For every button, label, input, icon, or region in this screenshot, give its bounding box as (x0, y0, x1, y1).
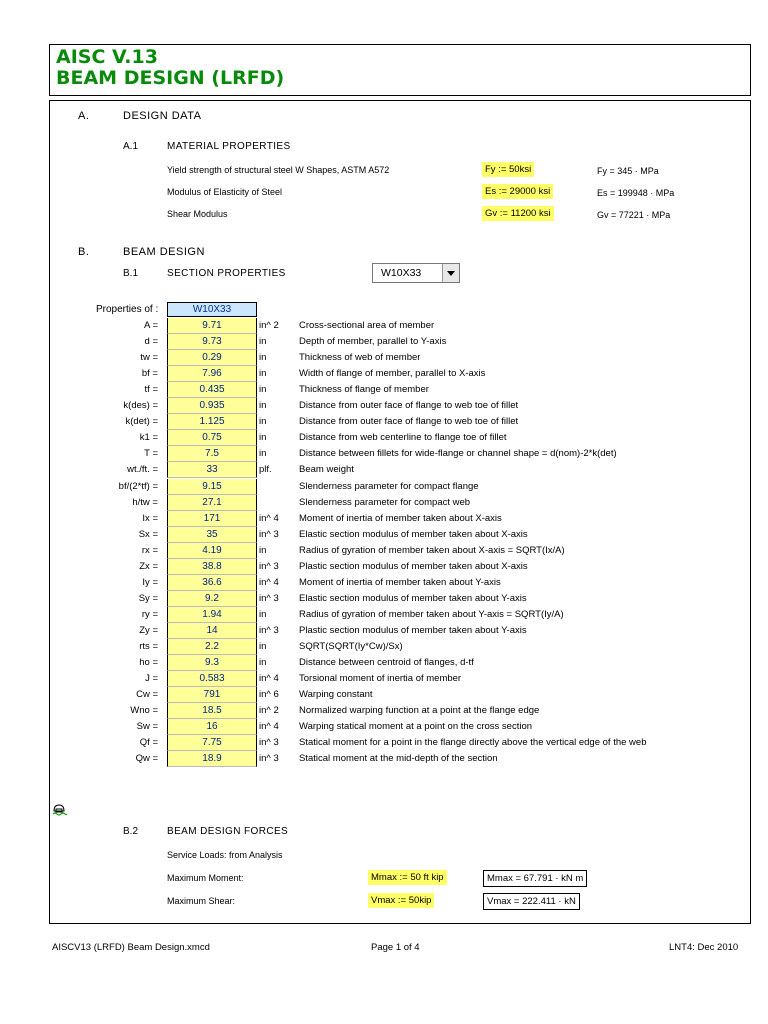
property-symbol: Qf = (139, 737, 158, 749)
max-shear-input[interactable]: Vmax := 50kip (368, 893, 434, 908)
property-unit: in^ 4 (259, 721, 279, 733)
max-moment-label: Maximum Moment: (167, 873, 244, 883)
property-symbol: Zx = (139, 560, 158, 572)
page-title: AISC V.13 (56, 46, 158, 68)
property-description: Cross-sectional area of member (299, 320, 435, 331)
yield-strength-input[interactable]: Fy := 50ksi (482, 162, 534, 177)
property-value[interactable]: 38.8 (167, 559, 257, 575)
property-value[interactable]: 16 (167, 719, 257, 735)
section-a-letter: A. (78, 110, 90, 122)
property-symbol: tf = (144, 384, 158, 396)
property-row (60, 446, 760, 462)
property-symbol: rx = (141, 544, 158, 556)
property-unit: in (259, 432, 267, 444)
property-value[interactable]: 0.29 (167, 350, 257, 366)
chevron-down-icon (447, 271, 455, 276)
property-row (60, 318, 760, 334)
subsection-b1-number: B.1 (123, 268, 139, 279)
property-unit: in (259, 544, 267, 556)
material-label-shear: Shear Modulus (167, 209, 228, 219)
yield-strength-result: Fy = 345 · MPa (597, 166, 659, 176)
subsection-b2-number: B.2 (123, 826, 139, 837)
property-row (60, 543, 760, 559)
property-description: Radius of gyration of member taken about X-axis = SQRT(Ix/A) (299, 544, 565, 556)
property-unit: in^ 3 (259, 753, 279, 765)
property-symbol: Sx = (138, 528, 158, 540)
property-row (60, 462, 760, 478)
property-unit: in (259, 368, 267, 380)
property-description: Elastic section modulus of member taken about X-axis (299, 528, 528, 540)
property-row (60, 334, 760, 350)
property-symbol: bf = (141, 368, 158, 380)
property-value[interactable]: 18.5 (167, 703, 257, 719)
property-value[interactable]: 0.75 (167, 430, 257, 446)
property-row (60, 719, 760, 735)
property-unit: in^ 3 (259, 624, 279, 636)
property-description: Warping statical moment at a point on the cross section (299, 721, 533, 733)
property-symbol: k(des) = (123, 400, 158, 412)
property-unit: in (259, 400, 267, 412)
property-row (60, 430, 760, 446)
section-shape-dropdown[interactable] (372, 263, 460, 283)
property-unit: in^ 6 (259, 689, 279, 701)
property-description: Width of flange of member, parallel to X-axis (299, 368, 486, 380)
subsection-a1-number: A.1 (123, 141, 139, 152)
property-value[interactable]: 2.2 (167, 639, 257, 655)
property-unit: in (259, 657, 267, 669)
property-row (60, 703, 760, 719)
property-description: Statical moment at the mid-depth of the section (299, 753, 498, 765)
property-row (60, 575, 760, 591)
subsection-a1-title: MATERIAL PROPERTIES (167, 141, 291, 152)
property-value[interactable]: 0.583 (167, 671, 257, 687)
property-row (60, 591, 760, 607)
property-row (60, 398, 760, 414)
max-moment-input[interactable]: Mmax := 50 ft kip (368, 870, 447, 885)
property-symbol: h/tw = (132, 496, 158, 508)
property-symbol: Wno = (130, 705, 158, 717)
property-symbol: ry = (141, 608, 158, 620)
property-unit: in^ 2 (259, 705, 279, 717)
elastic-modulus-input[interactable]: Es := 29000 ksi (482, 184, 553, 199)
property-symbol: Cw = (136, 689, 158, 701)
properties-shape-name: W10X33 (167, 302, 257, 317)
page-subtitle: BEAM DESIGN (LRFD) (56, 67, 285, 89)
material-label-modulus: Modulus of Elasticity of Steel (167, 187, 283, 197)
property-description: Plastic section modulus of member taken about Y-axis (299, 624, 527, 636)
property-unit: in (259, 416, 267, 428)
shear-modulus-input[interactable]: Gv := 11200 ksi (482, 206, 554, 221)
property-row (60, 655, 760, 671)
service-loads-note: Service Loads: from Analysis (167, 850, 283, 860)
property-value[interactable]: 9.71 (167, 318, 257, 334)
property-row (60, 366, 760, 382)
property-description: Depth of member, parallel to Y-axis (299, 336, 447, 348)
property-description: Statical moment for a point in the flange directly above the vertical edge of the web (299, 737, 647, 749)
property-symbol: A = (144, 320, 158, 331)
property-description: Moment of inertia of member taken about X-axis (299, 512, 502, 524)
section-shape-value: W10X33 (381, 267, 422, 279)
property-value[interactable]: 4.19 (167, 543, 257, 559)
property-value[interactable]: 33 (167, 462, 257, 478)
property-description: Plastic section modulus of member taken about X-axis (299, 560, 528, 572)
max-shear-label: Maximum Shear: (167, 896, 236, 906)
property-description: Radius of gyration of member taken about Y-axis = SQRT(Iy/A) (299, 608, 564, 620)
property-symbol: tw = (140, 352, 158, 364)
property-description: SQRT(SQRT(Iy*Cw)/Sx) (299, 641, 403, 652)
property-unit: in (259, 336, 267, 348)
property-description: Moment of inertia of member taken about Y-axis (299, 576, 501, 588)
footer-filename: AISCV13 (LRFD) Beam Design.xmcd (52, 942, 210, 953)
property-value[interactable]: 14 (167, 623, 257, 639)
property-row (60, 350, 760, 366)
section-b-letter: B. (78, 246, 90, 258)
property-value[interactable]: 18.9 (167, 751, 257, 767)
property-value[interactable]: 9.73 (167, 334, 257, 350)
property-value[interactable]: 0.935 (167, 398, 257, 414)
footer-page-number: Page 1 of 4 (371, 942, 420, 953)
property-description: Thickness of web of member (299, 352, 421, 364)
subsection-b1-title: SECTION PROPERTIES (167, 268, 286, 279)
property-unit: in (259, 384, 267, 396)
property-value[interactable]: 1.94 (167, 607, 257, 623)
property-unit: in^ 3 (259, 528, 279, 540)
property-row (60, 511, 760, 527)
property-row (60, 495, 760, 511)
property-unit: in (259, 641, 267, 652)
shear-modulus-result: Gv = 77221 · MPa (597, 210, 671, 220)
property-value[interactable]: 27.1 (167, 495, 257, 511)
property-description: Normalized warping function at a point at the flange edge (299, 705, 540, 717)
property-unit: in (259, 352, 267, 364)
property-value[interactable]: 9.3 (167, 655, 257, 671)
property-description: Distance from web centerline to flange toe of fillet (299, 432, 507, 444)
section-a-title: DESIGN DATA (123, 110, 202, 122)
footer-version: LNT4: Dec 2010 (669, 942, 739, 953)
property-symbol: d = (144, 336, 158, 348)
property-value[interactable]: 791 (167, 687, 257, 703)
property-description: Thickness of flange of member (299, 384, 429, 396)
property-symbol: J = (145, 673, 158, 685)
dropdown-button[interactable] (442, 264, 459, 282)
material-label-yield: Yield strength of structural steel W Shapes, ASTM A572 (167, 165, 390, 175)
property-row (60, 639, 760, 655)
property-row (60, 735, 760, 751)
property-description: Distance between fillets for wide-flange or channel shape = d(nom)-2*k(det) (299, 448, 617, 460)
property-unit: in^ 3 (259, 592, 279, 604)
property-row (60, 559, 760, 575)
property-unit: in^ 3 (259, 737, 279, 749)
property-value[interactable]: 7.5 (167, 446, 257, 462)
subsection-b2-title: BEAM DESIGN FORCES (167, 826, 289, 837)
property-symbol: bf/(2*tf) = (118, 480, 158, 492)
property-unit: in (259, 608, 267, 620)
property-unit: plf. (259, 464, 272, 476)
property-symbol: Sy = (138, 592, 158, 604)
property-description: Distance from outer face of flange to web toe of fillet (299, 416, 519, 428)
property-description: Warping constant (299, 689, 373, 701)
property-unit: in (259, 448, 267, 460)
property-row (60, 479, 760, 495)
max-shear-result: Vmax = 222.411 · kN (483, 893, 580, 910)
property-unit: in^ 2 (259, 320, 279, 331)
property-description: Distance between centroid of flanges, d-tf (299, 657, 474, 669)
property-row (60, 751, 760, 767)
property-description: Torsional moment of inertia of member (299, 673, 462, 685)
property-value[interactable]: 35 (167, 527, 257, 543)
property-symbol: Ix = (142, 512, 158, 524)
property-description: Distance from outer face of flange to web toe of fillet (299, 400, 519, 412)
property-row (60, 671, 760, 687)
property-value[interactable]: 171 (167, 511, 257, 527)
properties-of-label: Properties of : (96, 304, 159, 315)
property-symbol: k(det) = (125, 416, 158, 428)
property-unit: in^ 4 (259, 576, 279, 588)
property-value[interactable]: 1.125 (167, 414, 257, 430)
property-symbol: Iy = (142, 576, 158, 588)
property-row (60, 382, 760, 398)
property-description: Slenderness parameter for compact flange (299, 480, 479, 492)
section-b-title: BEAM DESIGN (123, 246, 205, 258)
max-moment-result: Mmax = 67.791 · kN m (483, 870, 587, 887)
property-description: Beam weight (299, 464, 354, 476)
property-row (60, 687, 760, 703)
property-value[interactable]: 36.6 (167, 575, 257, 591)
property-value[interactable]: 7.75 (167, 735, 257, 751)
region-collapse-icon[interactable] (52, 803, 68, 817)
property-unit: in^ 4 (259, 673, 279, 685)
property-symbol: ho = (139, 657, 158, 669)
property-symbol: Sw = (136, 721, 158, 733)
property-value[interactable]: 0.435 (167, 382, 257, 398)
property-symbol: Zy = (139, 624, 158, 636)
property-value[interactable]: 7.96 (167, 366, 257, 382)
property-row (60, 414, 760, 430)
property-unit: in^ 4 (259, 512, 279, 524)
property-symbol: k1 = (139, 432, 158, 444)
property-row (60, 527, 760, 543)
property-description: Slenderness parameter for compact web (299, 496, 471, 508)
property-symbol: rts = (139, 641, 158, 652)
property-value[interactable]: 9.2 (167, 591, 257, 607)
property-row (60, 623, 760, 639)
property-value[interactable]: 9.15 (167, 479, 257, 495)
property-symbol: T = (144, 448, 158, 460)
property-description: Elastic section modulus of member taken about Y-axis (299, 592, 527, 604)
property-symbol: wt./ft. = (127, 464, 158, 476)
elastic-modulus-result: Es = 199948 · MPa (597, 188, 675, 198)
property-symbol: Qw = (135, 753, 158, 765)
property-unit: in^ 3 (259, 560, 279, 572)
property-row (60, 607, 760, 623)
